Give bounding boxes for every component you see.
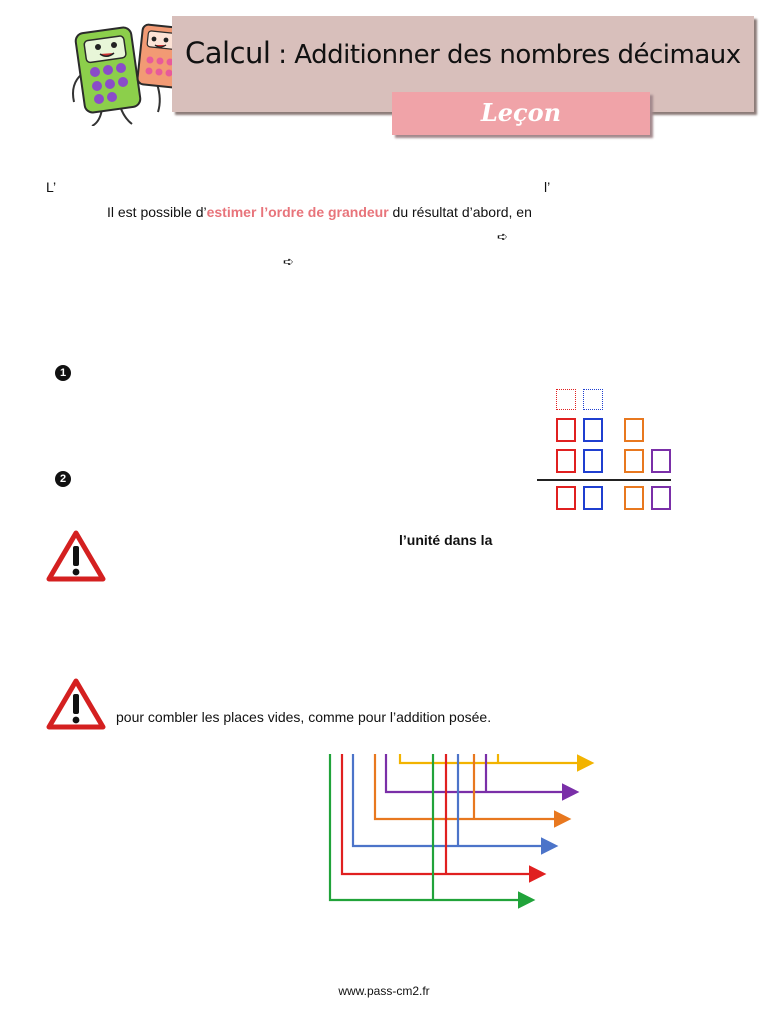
digit-box-purple bbox=[651, 449, 671, 473]
result-box-red bbox=[556, 486, 576, 510]
place-value-arrows-diagram bbox=[320, 748, 610, 913]
line1-right-text: l’ bbox=[544, 179, 551, 195]
warning1-text: l’unité dans la bbox=[399, 532, 493, 548]
digit-box-orange bbox=[624, 449, 644, 473]
carry-box-blue bbox=[583, 389, 603, 410]
sum-line bbox=[537, 479, 671, 481]
result-box-purple bbox=[651, 486, 671, 510]
digit-box-red bbox=[556, 449, 576, 473]
addition-columns-diagram bbox=[530, 386, 680, 516]
estimate-keyword: estimer l’ordre de grandeur bbox=[206, 204, 389, 220]
estimate-text-post: du résultat d’abord, en bbox=[388, 204, 532, 220]
warning-icon bbox=[46, 678, 106, 730]
step-2-marker: 2 bbox=[55, 471, 71, 487]
result-box-orange bbox=[624, 486, 644, 510]
title-separator: : bbox=[270, 40, 295, 70]
arrow-icon: ➪ bbox=[283, 254, 294, 269]
digit-box-orange bbox=[624, 418, 644, 442]
digit-box-blue bbox=[583, 449, 603, 473]
lesson-badge: Leçon bbox=[480, 98, 562, 127]
digit-box-blue bbox=[583, 418, 603, 442]
digit-box-red bbox=[556, 418, 576, 442]
arrow-icon: ➪ bbox=[497, 229, 508, 244]
step-1-marker: 1 bbox=[55, 365, 71, 381]
title-subject: Additionner des nombres décimaux bbox=[294, 40, 741, 70]
title-calc: Calcul bbox=[185, 36, 271, 70]
estimate-text-pre: Il est possible d’ bbox=[107, 204, 207, 220]
warning2-text: pour combler les places vides, comme pour l’addition posée. bbox=[116, 709, 492, 725]
line1-left-text: L’ bbox=[46, 179, 57, 195]
warning-icon bbox=[46, 530, 106, 582]
result-box-blue bbox=[583, 486, 603, 510]
footer-url[interactable]: www.pass-cm2.fr bbox=[338, 984, 430, 998]
carry-box-red bbox=[556, 389, 576, 410]
page-title bbox=[185, 36, 741, 70]
estimate-paragraph bbox=[107, 204, 532, 220]
